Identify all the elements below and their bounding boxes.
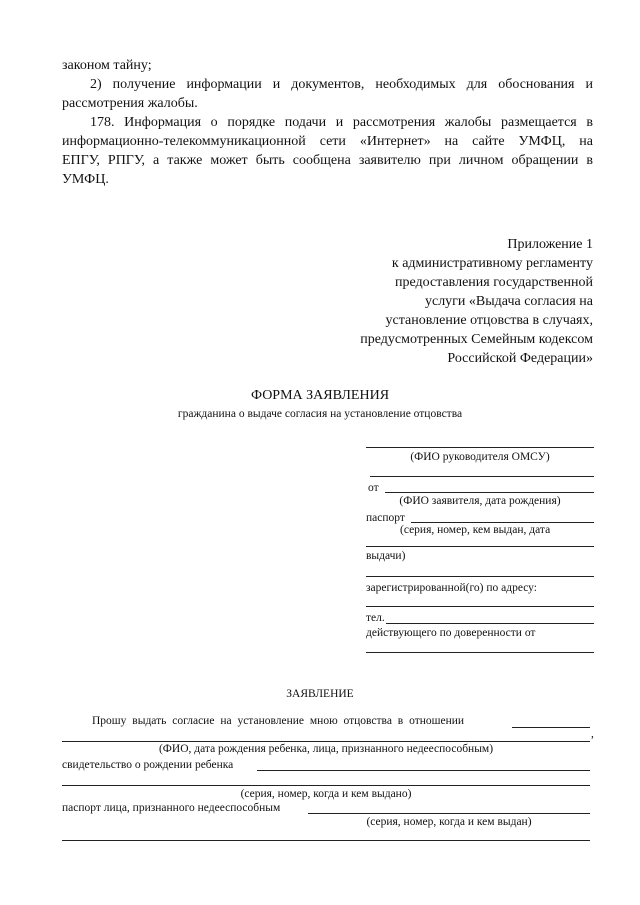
incap-line-2 [62, 840, 590, 841]
intro-line-2: 2) получение информации и документов, необходимых для обоснования и [90, 77, 593, 92]
incap-passport-line [308, 813, 590, 814]
tel-line [386, 623, 594, 624]
child-comma: , [591, 728, 594, 740]
intro-line-3: рассмотрения жалобы. [62, 96, 198, 111]
incap-passport-label: паспорт лица, признанного недееспособным [62, 802, 281, 814]
request-line [512, 727, 590, 728]
intro-line-1: законом тайну; [62, 58, 152, 73]
child-line [62, 741, 590, 742]
passport-line [411, 522, 594, 523]
incap-hint: (серия, номер, когда и кем выдан) [366, 816, 532, 828]
intro-line-6: ЕПГУ, РПГУ, а также может быть сообщена заявителю при личном обращении в [62, 153, 593, 168]
passport-label: паспорт [366, 512, 405, 524]
from-label: от [368, 482, 379, 494]
registered-label: зарегистрированной(го) по адресу: [366, 582, 537, 594]
appendix-line-1: Приложение 1 [507, 237, 593, 252]
form-title: ФОРМА ЗАЯВЛЕНИЯ [250, 388, 390, 403]
proxy-label: действующего по доверенности от [366, 627, 536, 639]
intro-line-7: УМФЦ. [62, 172, 109, 187]
appendix-line-2: к административному регламенту [391, 256, 593, 271]
proxy-line [366, 652, 594, 653]
birth-cert-line [257, 770, 590, 771]
child-hint: (ФИО, дата рождения ребенка, лица, признанного недееспособным) [158, 743, 494, 755]
omsu-line [366, 447, 594, 448]
appendix-block [360, 235, 593, 368]
blank-line-2 [366, 576, 594, 577]
appendix-line-6: предусмотренных Семейным кодексом [360, 332, 593, 347]
statement-request: Прошу выдать согласие на установление мною отцовства в отношении [92, 715, 465, 727]
birth-cert-line-2 [62, 785, 590, 786]
tel-label: тел. [366, 612, 385, 624]
issued-label: выдачи) [366, 550, 406, 562]
address-line [366, 606, 594, 607]
cert-hint: (серия, номер, когда и кем выдано) [240, 788, 412, 800]
appendix-line-3: предоставления государственной [394, 275, 593, 290]
statement-title: ЗАЯВЛЕНИЕ [286, 688, 354, 700]
intro-line-4: 178. Информация о порядке подачи и рассмотрения жалобы размещается в [90, 115, 593, 130]
form-subtitle: гражданина о выдаче согласия на установление отцовства [177, 408, 463, 420]
birth-cert-label: свидетельство о рождении ребенка [62, 759, 234, 771]
appendix-line-7: Российской Федерации» [447, 351, 593, 366]
applicant-hint: (ФИО заявителя, дата рождения) [399, 495, 561, 507]
passport-hint: (серия, номер, кем выдан, дата [400, 524, 551, 536]
omsu-hint: (ФИО руководителя ОМСУ) [410, 451, 550, 463]
appendix-line-5: установление отцовства в случаях, [385, 313, 593, 328]
intro-line-5: информационно-телекоммуникационной сети «Интернет» на сайте УМФЦ, на [62, 134, 593, 149]
passport-line-2 [366, 546, 594, 547]
applicant-line [385, 492, 594, 493]
blank-line-1 [370, 476, 594, 477]
appendix-line-4: услуги «Выдача согласия на [424, 294, 593, 309]
